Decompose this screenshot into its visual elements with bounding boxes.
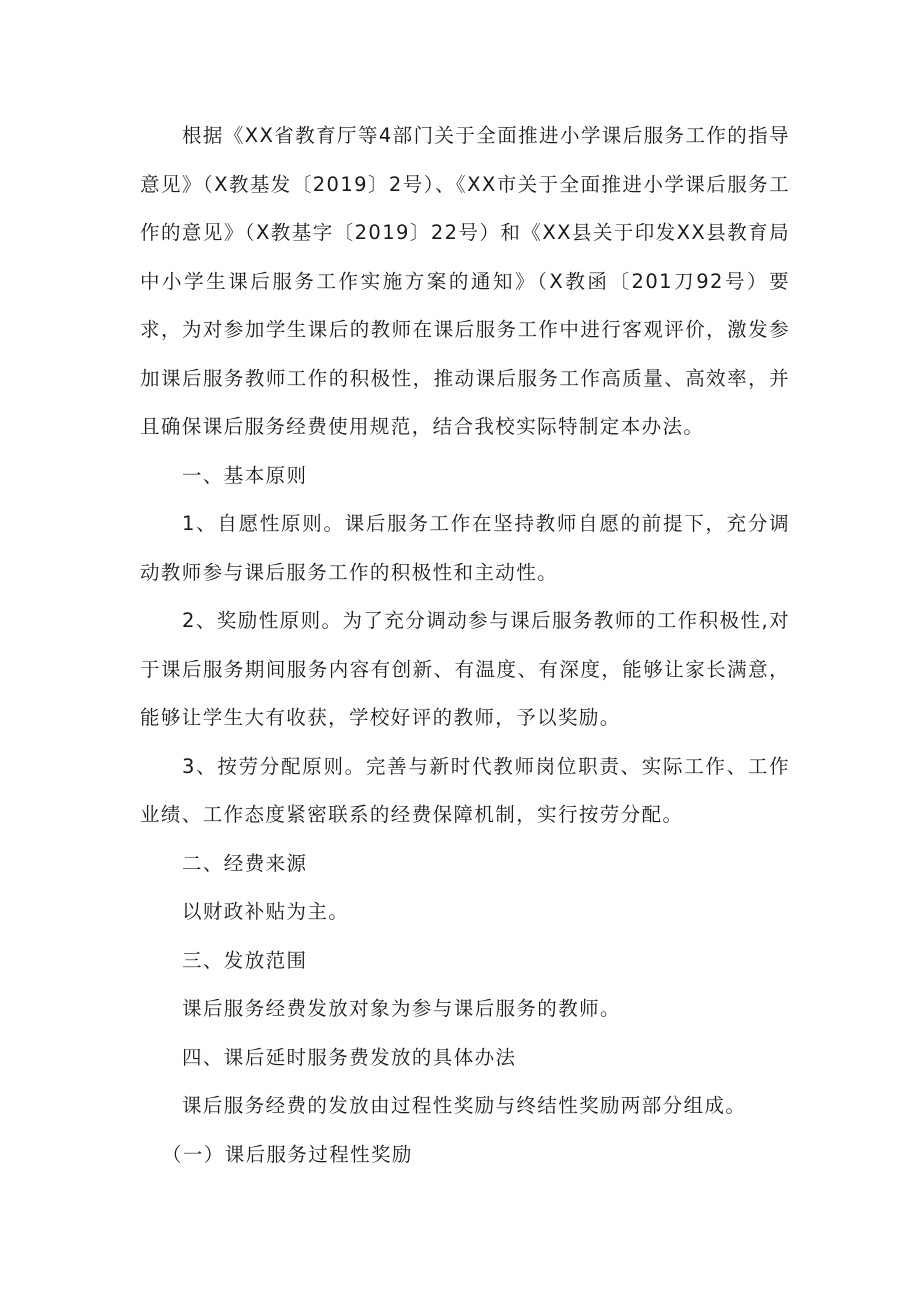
principle-distribution-paragraph: 3、按劳分配原则。完善与新时代教师岗位职责、实际工作、工作业绩、工作态度紧密联系的经费保障机制，实行按劳分配。 [140,754,790,826]
method-paragraph: 课后服务经费的发放由过程性奖励与终结性奖励两部分组成。 [182,1094,747,1117]
subsection-heading-process-reward: （一）课后服务过程性奖励 [162,1142,413,1166]
scope-paragraph: 课后服务经费发放对象为参与课后服务的教师。 [182,997,621,1020]
section-heading-basic-principles: 一、基本原则 [182,463,308,487]
document-body [140,112,790,1179]
section-heading-scope: 三、发放范围 [182,948,308,972]
funding-paragraph: 以财政补贴为主。 [182,900,350,923]
section-heading-payment-method: 四、课后延时服务费发放的具体办法 [182,1045,517,1069]
principle-voluntary-paragraph: 1、自愿性原则。课后服务工作在坚持教师自愿的前提下，充分调动教师参与课后服务工作的积极性和主动性。 [140,512,790,584]
principle-reward-paragraph: 2、奖励性原则。为了充分调动参与课后服务教师的工作积极性,对于课后服务期间服务内容有创新、有温度、有深度，能够让家长满意，能够让学生大有收获，学校好评的教师，予以奖励。 [140,609,790,729]
intro-paragraph: 根据《XX省教育厅等4部门关于全面推进小学课后服务工作的指导意见》（X教基发〔2019〕2号）、《XX市关于全面推进小学课后服务工作的意见》（X教基字〔2019〕22号）和《XX县关于印发XX县教育局中小学生课后服务工作实施方案的通知》（X教函〔201刀92号）要求，为对参加学生课后的教师在课后服务工作中进行客观评价，激发参加课后服务教师工作的积极性，推动课后服务工作高质量、高效率，并且确保课后服务经费使用规范，结合我校实际特制定本办法。 [140,124,790,438]
section-heading-funding-source: 二、经费来源 [182,851,308,875]
